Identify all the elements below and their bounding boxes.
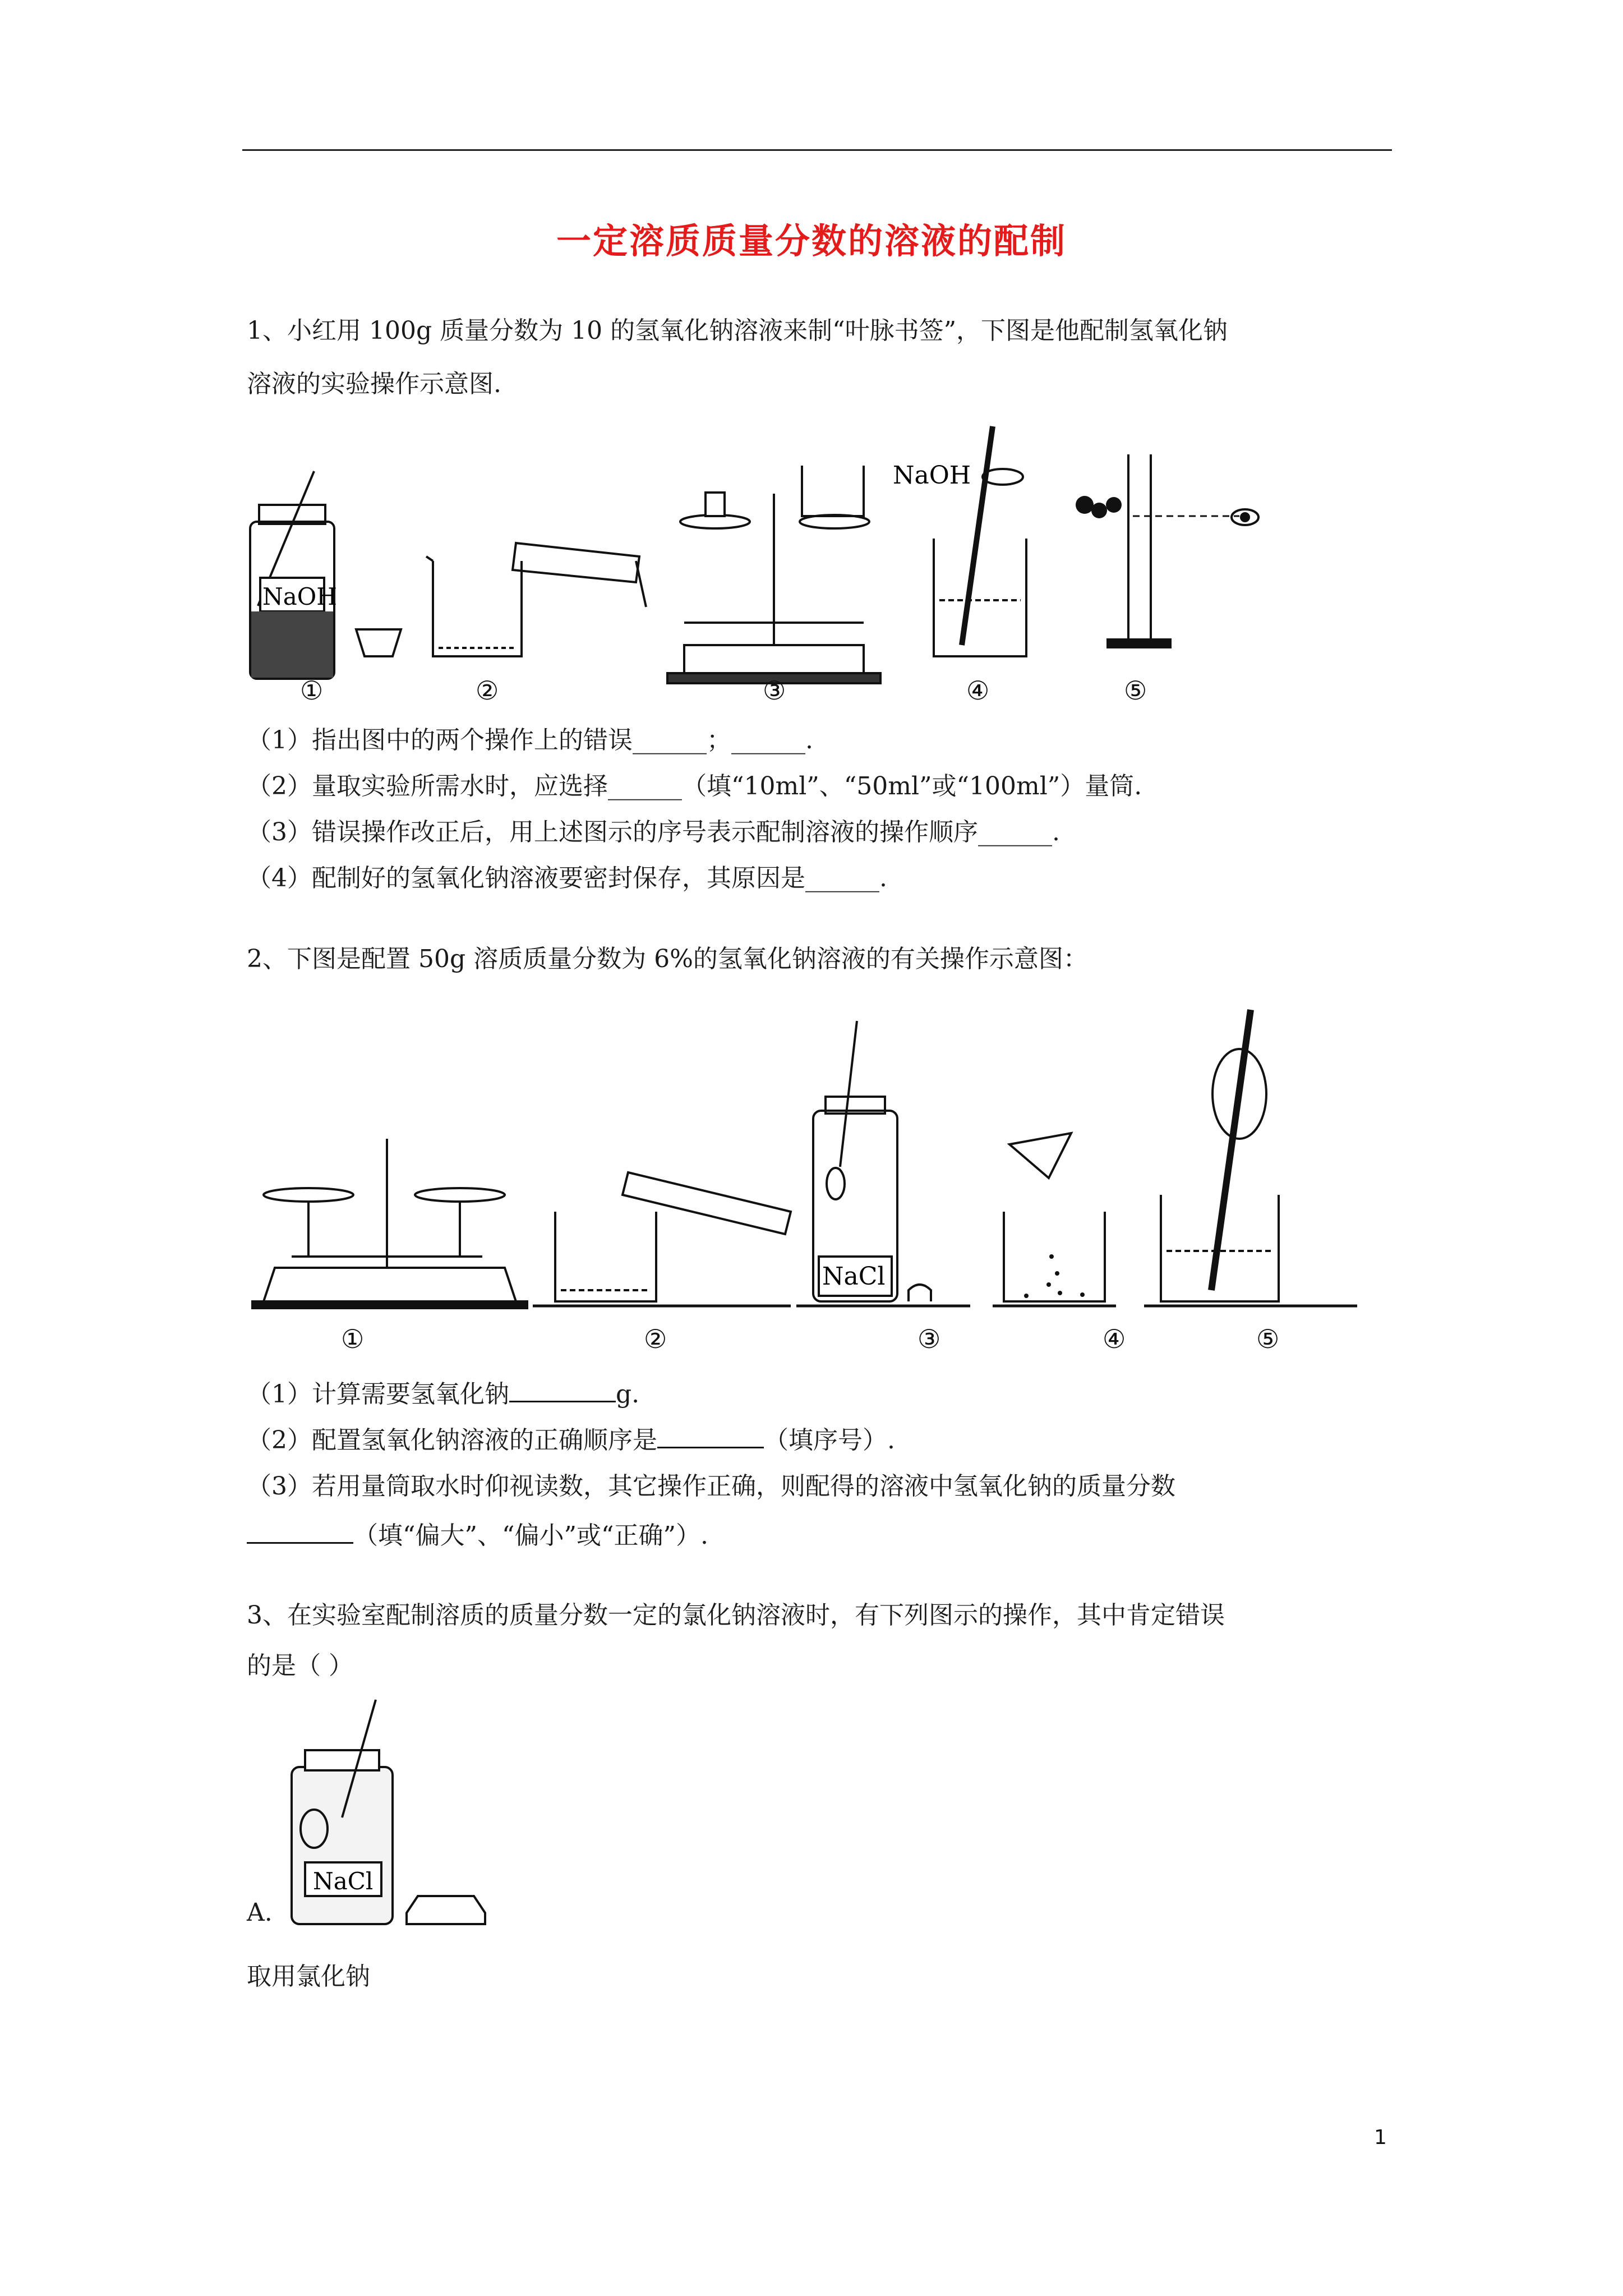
q2-sub2: [247, 1424, 895, 1457]
q2-fig-label-2: ②: [644, 1324, 667, 1354]
q1-sub4: （4）配制好的氢氧化钠溶液要密封保存，其原因是______.: [247, 864, 887, 892]
q2-fig-label-1: ①: [341, 1324, 365, 1354]
q2-figure: [241, 999, 1374, 1324]
q3-text-line2: 的是（ ）: [247, 1651, 353, 1680]
q1-text-line2: 溶液的实验操作示意图.: [247, 370, 501, 398]
page-title: 一定溶质质量分数的溶液的配制: [556, 220, 1067, 261]
q2-sub3-blank: [247, 1520, 353, 1544]
q1-sub2: （2）量取实验所需水时，应选择______（填“10ml”、“50ml”或“100ml”）量筒.: [247, 772, 1142, 800]
q3-option-a-caption: 取用氯化钠: [247, 1962, 370, 1991]
q1-fig-label-3: ③: [763, 675, 786, 706]
page-number: 1: [1374, 2126, 1387, 2149]
q1-naoh-bottle-label: NaOH: [262, 583, 337, 610]
q2-falling-solid: [1049, 1254, 1054, 1259]
q3-option-a-figure: [280, 1694, 505, 1930]
q1-text-line1: 1、小红用 100g 质量分数为 10 的氢氧化钠溶液来制“叶脉书签”，下图是他配制氢氧化钠: [247, 316, 1228, 345]
q2-sub2-prefix: （2）配置氢氧化钠溶液的正确顺序是: [247, 1426, 657, 1455]
q1-figure: [241, 409, 1295, 712]
q2-sub2-suffix: （填序号）.: [764, 1426, 895, 1455]
q1-fig-label-5: ⑤: [1124, 675, 1147, 706]
q1-naoh-granules: [1076, 496, 1094, 514]
q3-option-a-label[interactable]: A.: [247, 1898, 273, 1927]
q1-fig-label-1: ①: [300, 675, 324, 706]
q2-sub1-suffix: g.: [616, 1380, 640, 1409]
q2-text: 2、下图是配置 50g 溶质质量分数为 6%的氢氧化钠溶液的有关操作示意图：: [247, 945, 1088, 973]
q1-checker-pattern: [251, 611, 333, 678]
q3-nacl-label: NaCl: [313, 1867, 374, 1895]
q2-sub3-suffix: （填“偏大”、“偏小”或“正确”）.: [353, 1521, 708, 1550]
q2-sub3-line2: [247, 1519, 708, 1553]
q1-sub3: （3）错误操作改正后，用上述图示的序号表示配制溶液的操作顺序______.: [247, 818, 1060, 846]
q1-fig-label-4: ④: [966, 675, 990, 706]
q2-fig-label-3: ③: [917, 1324, 941, 1354]
q1-sub1: （1）指出图中的两个操作上的错误______；______.: [247, 726, 813, 754]
q1-fig-label-2: ②: [476, 675, 499, 706]
q1-naoh-beaker-label: NaOH: [893, 461, 971, 490]
q2-fig-label-5: ⑤: [1256, 1324, 1280, 1354]
header-rule: [242, 149, 1392, 151]
q3-text-line1: 3、在实验室配制溶质的质量分数一定的氯化钠溶液时，有下列图示的操作，其中肯定错误: [247, 1601, 1225, 1630]
q2-sub1-prefix: （1）计算需要氢氧化钠: [247, 1380, 509, 1409]
q2-fig-label-4: ④: [1103, 1324, 1126, 1354]
q2-sub1: [247, 1378, 639, 1411]
q2-sub2-blank: [657, 1424, 764, 1448]
q2-sub3-line1: （3）若用量筒取水时仰视读数，其它操作正确，则配得的溶液中氢氧化钠的质量分数: [247, 1472, 1175, 1501]
q2-nacl-label: NaCl: [822, 1262, 886, 1291]
q2-sub1-blank: [509, 1378, 616, 1402]
